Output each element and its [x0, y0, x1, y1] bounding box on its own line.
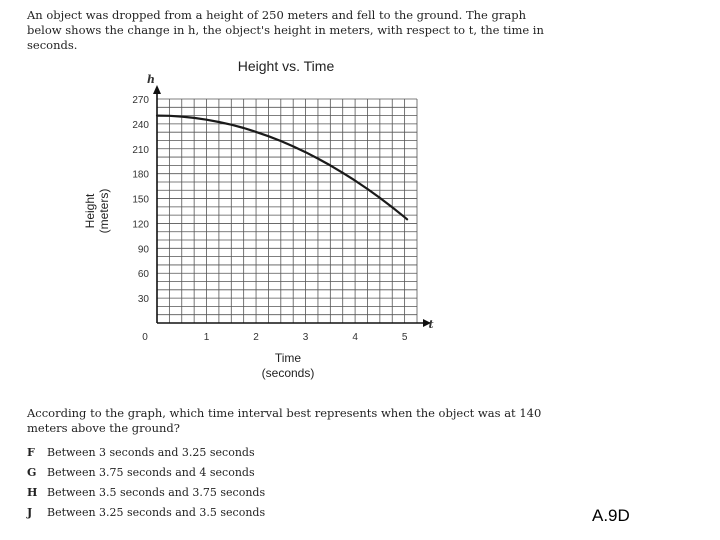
chart-title: Height vs. Time [237, 58, 335, 74]
y-tick-label: 30 [137, 294, 149, 306]
x-axis-title: Time [274, 351, 302, 365]
x-tick-label: 2 [253, 332, 259, 343]
y-tick-label: 90 [137, 244, 149, 256]
x-axis-unit: (seconds) [261, 366, 315, 380]
choice-letter: H [27, 486, 38, 499]
choice-text: Between 3 seconds and 3.25 seconds [47, 446, 255, 459]
choice-text: Between 3.5 seconds and 3.75 seconds [47, 486, 266, 499]
choice-text: Between 3.75 seconds and 4 seconds [47, 466, 255, 479]
choice-letter: G [27, 466, 37, 479]
chart-container [0, 52, 560, 392]
standard-code: A.9D [592, 506, 630, 525]
x-tick-label: 1 [203, 332, 210, 343]
y-axis-unit: (meters) [97, 188, 111, 234]
choice-text: Between 3.25 seconds and 3.5 seconds [47, 506, 266, 519]
choice-letter: J [27, 506, 33, 519]
y-axis-arrow [153, 85, 161, 94]
x-axis-variable: t [428, 318, 434, 331]
choice-letter: F [27, 446, 35, 459]
answer-choices [27, 446, 265, 526]
choice-j[interactable] [27, 506, 265, 526]
y-tick-label: 210 [132, 144, 149, 156]
x-tick-label: 3 [302, 332, 309, 343]
x-tick-label: 5 [401, 332, 408, 343]
y-tick-label: 150 [132, 194, 149, 206]
y-tick-label: 60 [137, 269, 149, 281]
choice-g[interactable] [27, 466, 265, 486]
y-axis-title: Height [83, 193, 97, 229]
problem-question: According to the graph, which time interval best represents when the object was at 140 meters above the ground? [27, 406, 542, 435]
y-tick-label: 120 [132, 219, 149, 231]
height-vs-time-chart [0, 52, 560, 392]
origin-label: 0 [142, 332, 148, 343]
y-tick-label: 180 [132, 169, 149, 181]
y-tick-label: 240 [132, 119, 149, 131]
y-axis-variable: h [147, 73, 155, 86]
choice-f[interactable] [27, 446, 265, 466]
choice-h[interactable] [27, 486, 265, 506]
x-tick-label: 4 [352, 332, 358, 343]
problem-intro: An object was dropped from a height of 250 meters and fell to the ground. The graph below shows the change in h, the object's height in meters, with respect to t, the time in seconds. [27, 8, 544, 52]
y-tick-label: 270 [132, 95, 149, 106]
